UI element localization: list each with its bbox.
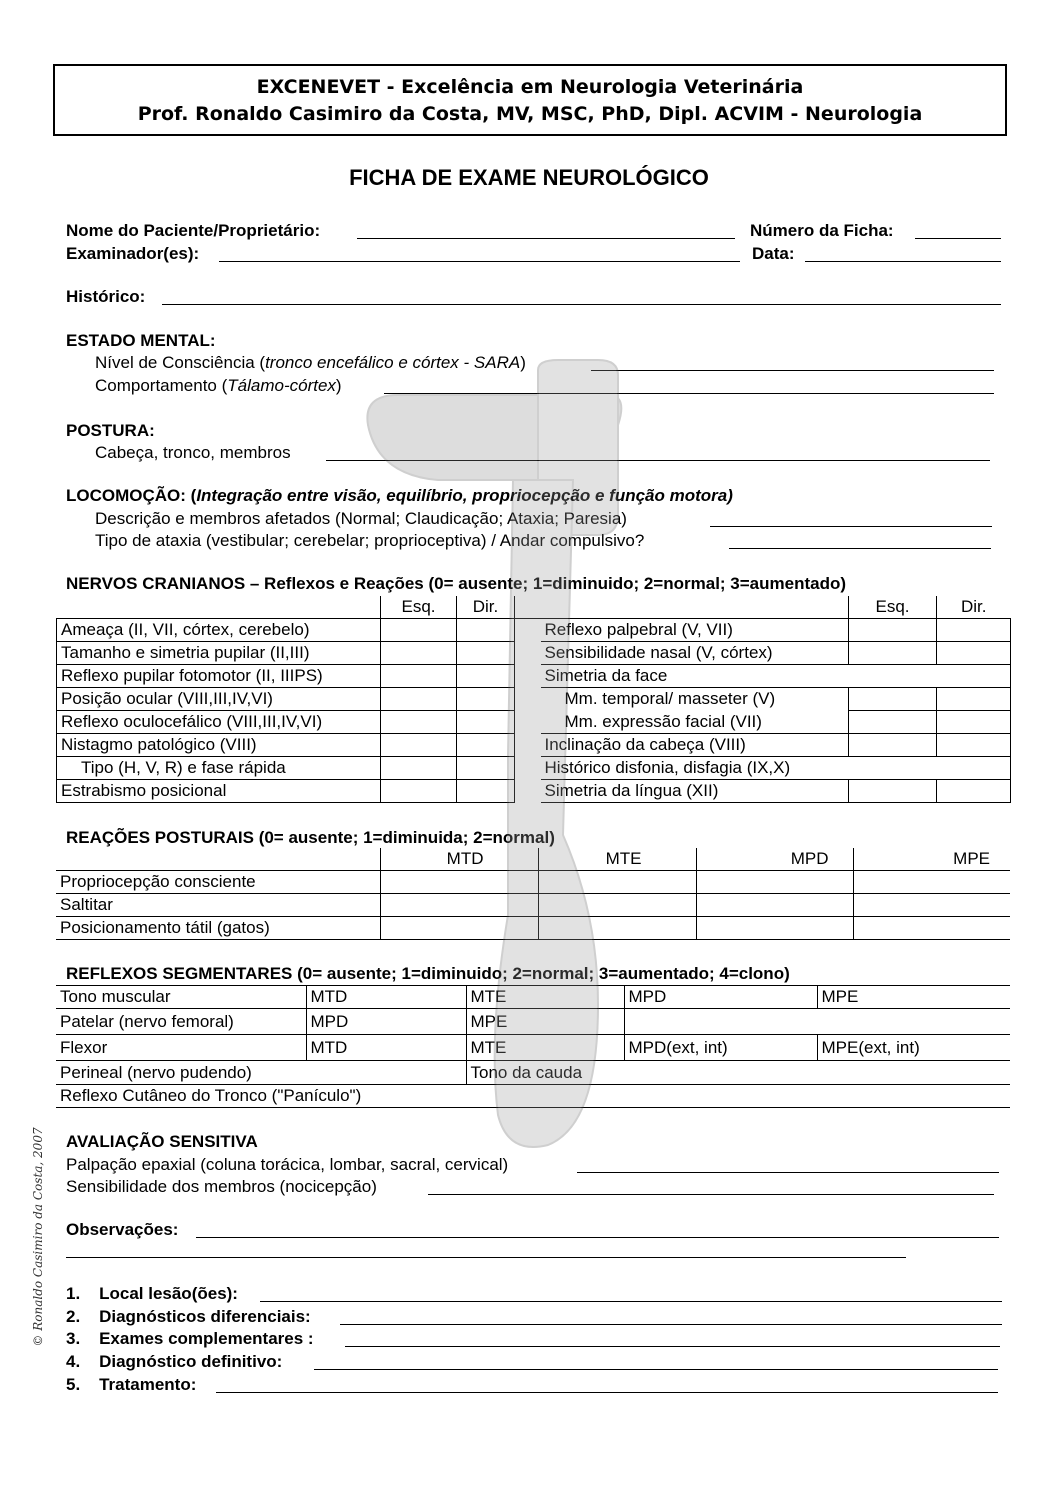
cn-cell[interactable] — [457, 780, 515, 803]
cn-cell[interactable] — [381, 757, 457, 780]
pr-cell[interactable] — [696, 871, 853, 894]
pr-label: Propriocepção consciente — [56, 871, 380, 894]
patient-label: Nome do Paciente/Proprietário: — [66, 221, 321, 240]
cn-left-label: Reflexo oculocefálico (VIII,III,IV,VI) — [57, 711, 381, 734]
posture-field[interactable] — [326, 460, 990, 461]
pr-cell[interactable] — [696, 917, 853, 940]
sr-label: Perineal (nervo pudendo) — [56, 1061, 466, 1085]
table-row — [57, 665, 1011, 688]
dir-header-right: Dir. — [937, 596, 1011, 619]
cn-left-label: Reflexo pupilar fotomotor (II, IIIPS) — [57, 665, 381, 688]
final-item-3: 3. Exames complementares : — [66, 1329, 314, 1348]
history-field[interactable] — [162, 304, 1001, 305]
cn-right-label: Histórico disfonia, disfagia (IX,X) — [541, 757, 1011, 780]
cn-cell[interactable] — [849, 780, 937, 803]
limb-sensitivity-label: Sensibilidade dos membros (nocicepção) — [66, 1177, 377, 1196]
table-row — [56, 1085, 1010, 1108]
behavior-label: Comportamento (Tálamo-córtex) — [95, 376, 342, 395]
locomotion-desc-label: Descrição e membros afetados (Normal; Claudicação; Ataxia; Paresia) — [95, 509, 627, 528]
pr-cell[interactable] — [538, 917, 696, 940]
final-item-2: 2. Diagnósticos diferenciais: — [66, 1307, 311, 1326]
cn-cell[interactable] — [937, 688, 1011, 711]
treatment-field[interactable] — [216, 1392, 998, 1393]
cn-right-label: Sensibilidade nasal (V, córtex) — [541, 642, 849, 665]
sr-cell[interactable]: MTE — [466, 1035, 624, 1061]
observations-field-2[interactable] — [66, 1257, 906, 1258]
table-row — [57, 642, 1011, 665]
table-row — [56, 986, 1010, 1009]
observations-label: Observações: — [66, 1220, 179, 1239]
pr-cell[interactable] — [538, 894, 696, 917]
table-row — [57, 711, 1011, 734]
esq-header: Esq. — [381, 596, 457, 619]
observations-field[interactable] — [196, 1237, 999, 1238]
record-number-label: Número da Ficha: — [750, 221, 894, 240]
behavior-field[interactable] — [384, 393, 994, 394]
sr-cell[interactable]: MTD — [306, 986, 466, 1009]
cn-cell[interactable] — [457, 757, 515, 780]
pr-cell[interactable] — [853, 871, 1010, 894]
page-title: FICHA DE EXAME NEUROLÓGICO — [349, 165, 709, 190]
table-row — [56, 1009, 1010, 1035]
cn-left-label: Nistagmo patológico (VIII) — [57, 734, 381, 757]
cn-cell[interactable] — [937, 642, 1011, 665]
pr-cell[interactable] — [696, 894, 853, 917]
col-mpe: MPE — [853, 848, 1010, 871]
locomotion-desc-field[interactable] — [710, 526, 992, 527]
sr-cell[interactable]: MTD — [306, 1035, 466, 1061]
table-row — [56, 1035, 1010, 1061]
segmental-reflexes-heading: REFLEXOS SEGMENTARES (0= ausente; 1=diminuido; 2=normal; 3=aumentado; 4=clono) — [66, 964, 790, 983]
sr-cell[interactable]: MPD — [306, 1009, 466, 1035]
cn-cell[interactable] — [457, 734, 515, 757]
sr-cell[interactable]: MPE — [817, 986, 1010, 1009]
cn-cell[interactable] — [849, 688, 937, 711]
cn-cell[interactable] — [457, 619, 515, 642]
cn-cell[interactable] — [457, 688, 515, 711]
sr-label: Patelar (nervo femoral) — [56, 1009, 306, 1035]
examiner-label: Examinador(es): — [66, 244, 200, 263]
sr-cell[interactable]: MPE — [466, 1009, 624, 1035]
final-item-5: 5. Tratamento: — [66, 1375, 197, 1394]
differentials-field[interactable] — [340, 1324, 1002, 1325]
sr-label: Reflexo Cutâneo do Tronco ("Panículo") — [56, 1085, 1010, 1108]
posture-heading: POSTURA: — [66, 421, 155, 440]
record-number-field[interactable] — [915, 238, 1001, 239]
cranial-nerves-heading: NERVOS CRANIANOS – Reflexos e Reações (0= ausente; 1=diminuido; 2=normal; 3=aumentado) — [66, 574, 847, 593]
col-mtd: MTD — [380, 848, 538, 871]
table-row — [56, 1061, 1010, 1085]
cn-cell[interactable] — [381, 780, 457, 803]
cn-cell[interactable] — [381, 734, 457, 757]
cn-cell[interactable] — [381, 665, 457, 688]
copyright: © Ronaldo Casimiro da Costa, 2007 — [31, 1127, 45, 1347]
mental-state-heading: ESTADO MENTAL: — [66, 331, 216, 350]
pr-cell[interactable] — [380, 871, 538, 894]
epaxial-field[interactable] — [577, 1172, 999, 1173]
segmental-reflexes-table — [56, 985, 1010, 1108]
cn-cell[interactable] — [937, 711, 1011, 734]
cn-right-label: Simetria da língua (XII) — [541, 780, 849, 803]
consciousness-label: Nível de Consciência (tronco encefálico e córtex - SARA) — [95, 353, 526, 372]
posture-label: Cabeça, tronco, membros — [95, 443, 291, 462]
cn-right-label: Simetria da face — [541, 665, 1011, 688]
cn-left-label: Posição ocular (VIII,III,IV,VI) — [57, 688, 381, 711]
date-label: Data: — [752, 244, 795, 263]
cn-left-label: Tamanho e simetria pupilar (II,III) — [57, 642, 381, 665]
cn-cell[interactable] — [849, 619, 937, 642]
cn-cell[interactable] — [849, 734, 937, 757]
table-row — [56, 917, 1010, 940]
cn-cell[interactable] — [457, 642, 515, 665]
cn-left-label: Estrabismo posicional — [57, 780, 381, 803]
table-row — [56, 871, 1010, 894]
limb-sensitivity-field[interactable] — [428, 1194, 994, 1195]
pr-label: Saltitar — [56, 894, 380, 917]
epaxial-label: Palpação epaxial (coluna torácica, lombar, sacral, cervical) — [66, 1155, 509, 1174]
sr-cell[interactable]: MTE — [466, 986, 624, 1009]
examiner-field[interactable] — [219, 261, 740, 262]
pr-cell[interactable] — [853, 917, 1010, 940]
table-row — [57, 757, 1011, 780]
sr-cell[interactable]: MPD(ext, int) — [624, 1035, 817, 1061]
postural-reactions-heading: REAÇÕES POSTURAIS (0= ausente; 1=diminuida; 2=normal) — [66, 828, 555, 847]
pr-cell[interactable] — [538, 871, 696, 894]
pr-label: Posicionamento tátil (gatos) — [56, 917, 380, 940]
locomotion-heading: LOCOMOÇÃO: (Integração entre visão, equilíbrio, propriocepção e função motora) — [66, 486, 733, 505]
date-field[interactable] — [805, 261, 1001, 262]
cn-cell[interactable] — [457, 665, 515, 688]
cn-left-label: Tipo (H, V, R) e fase rápida — [57, 757, 381, 780]
cn-cell[interactable] — [381, 688, 457, 711]
cn-cell[interactable] — [381, 619, 457, 642]
exams-field[interactable] — [345, 1346, 1000, 1347]
header-box — [53, 64, 1007, 136]
cn-cell[interactable] — [849, 711, 937, 734]
sensory-heading: AVALIAÇÃO SENSITIVA — [66, 1132, 258, 1151]
history-label: Histórico: — [66, 287, 146, 306]
cn-left-label: Ameaça (II, VII, córtex, cerebelo) — [57, 619, 381, 642]
cn-cell[interactable] — [381, 711, 457, 734]
cn-cell[interactable] — [937, 619, 1011, 642]
header-line-1: EXCENEVET - Excelência em Neurologia Veterinária — [256, 76, 804, 98]
ataxia-type-field[interactable] — [729, 548, 991, 549]
cn-right-label: Reflexo palpebral (V, VII) — [541, 619, 849, 642]
patient-field[interactable] — [357, 238, 735, 239]
cn-right-label: Mm. expressão facial (VII) — [564, 711, 762, 731]
final-item-1: 1. Local lesão(ões): — [66, 1284, 238, 1303]
table-row — [57, 688, 1011, 711]
sr-label: Tono da cauda — [466, 1061, 1010, 1085]
pr-cell[interactable] — [380, 917, 538, 940]
cn-right-label: Mm. temporal/ masseter (V) — [564, 689, 776, 709]
ataxia-type-label: Tipo de ataxia (vestibular; cerebelar; proprioceptiva) / Andar compulsivo? — [95, 531, 645, 550]
sr-cell[interactable]: MPD — [624, 986, 817, 1009]
cn-cell[interactable] — [937, 734, 1011, 757]
table-row — [57, 619, 1011, 642]
pr-cell[interactable] — [853, 894, 1010, 917]
col-mpd: MPD — [696, 848, 853, 871]
col-mte: MTE — [538, 848, 696, 871]
table-row — [56, 894, 1010, 917]
definitive-field[interactable] — [314, 1369, 998, 1370]
table-row — [57, 734, 1011, 757]
lesion-field[interactable] — [260, 1301, 1002, 1302]
final-item-4: 4. Diagnóstico definitivo: — [66, 1352, 283, 1371]
pr-cell[interactable] — [380, 894, 538, 917]
table-row — [57, 780, 1011, 803]
sr-label: Flexor — [56, 1035, 306, 1061]
sr-cell[interactable]: MPE(ext, int) — [817, 1035, 1010, 1061]
esq-header-right: Esq. — [849, 596, 937, 619]
cn-cell[interactable] — [381, 642, 457, 665]
sr-label: Tono muscular — [56, 986, 306, 1009]
consciousness-field[interactable] — [591, 370, 994, 371]
cn-cell[interactable] — [457, 711, 515, 734]
cranial-nerves-table — [56, 596, 1011, 803]
header-line-2: Prof. Ronaldo Casimiro da Costa, MV, MSC, PhD, Dipl. ACVIM - Neurologia — [137, 103, 923, 125]
cn-cell[interactable] — [937, 780, 1011, 803]
cn-cell[interactable] — [849, 642, 937, 665]
cn-right-label: Inclinação da cabeça (VIII) — [541, 734, 849, 757]
postural-reactions-table — [56, 848, 1010, 940]
dir-header: Dir. — [457, 596, 515, 619]
